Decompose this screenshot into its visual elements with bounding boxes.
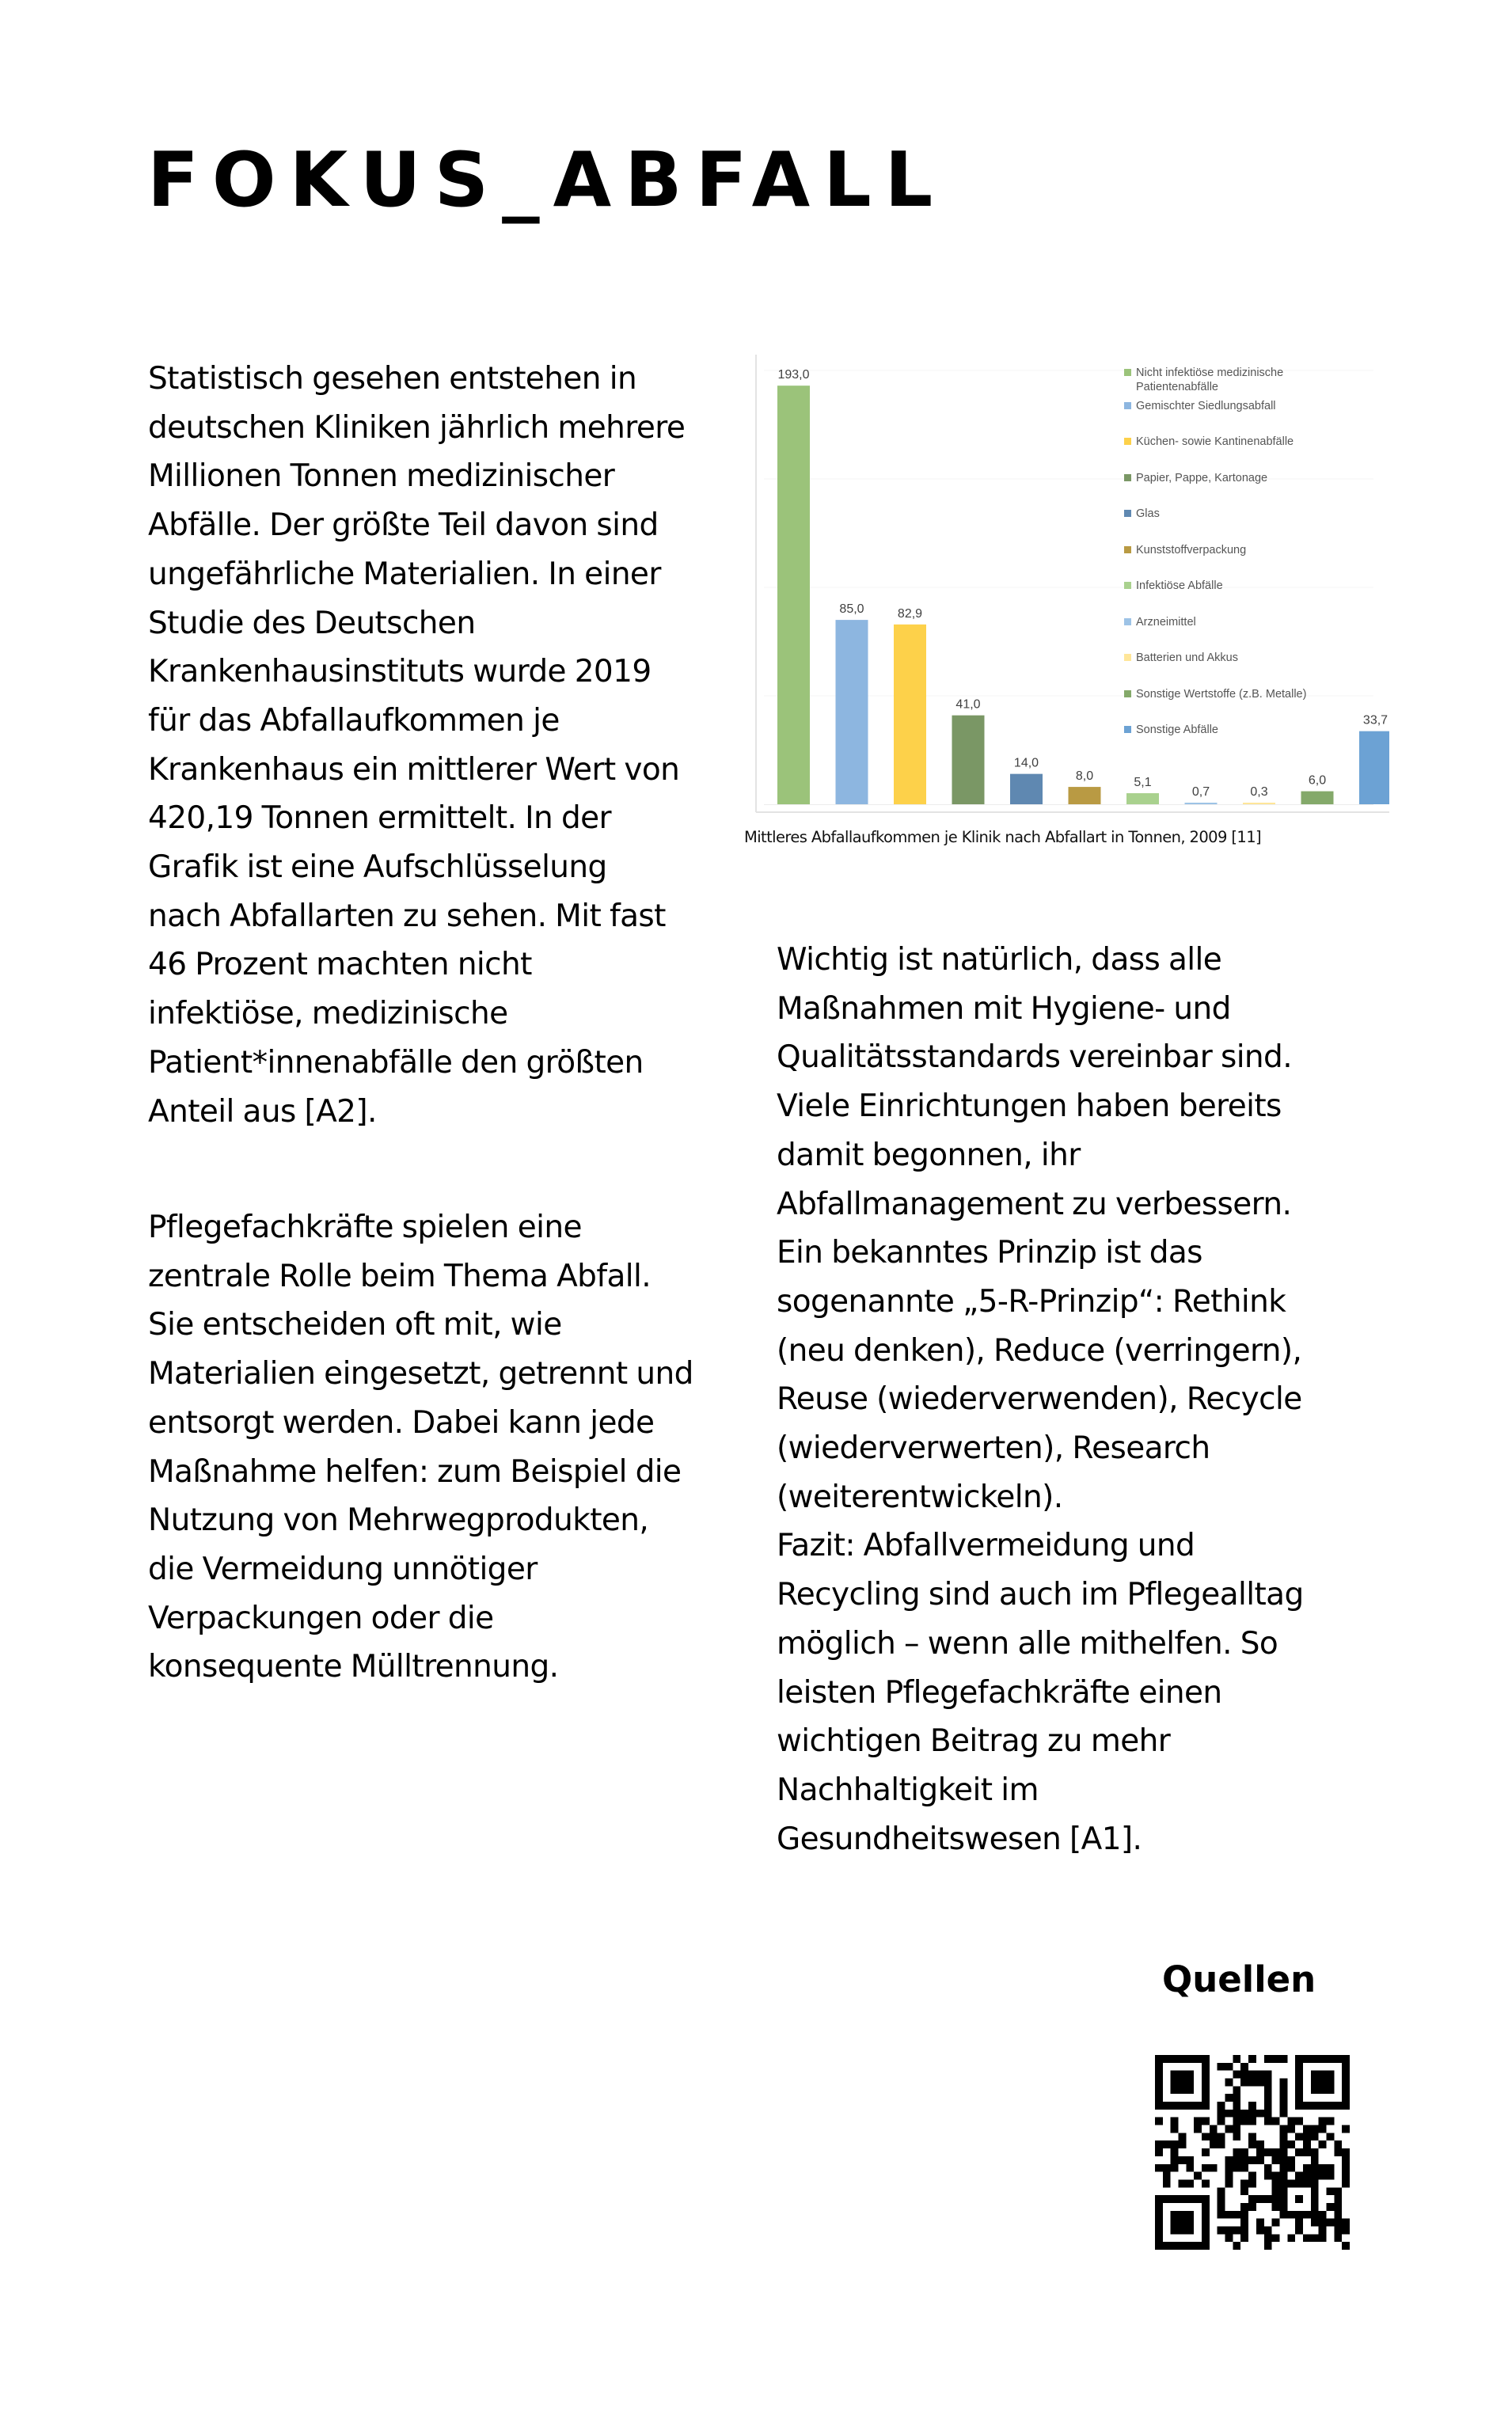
- qr-code-graphic: [1155, 2055, 1350, 2250]
- legend-swatch-icon: [1124, 726, 1131, 733]
- text-line: Recycling sind auch im Pflegealltag: [777, 1577, 1304, 1613]
- bar-value-label: 6,0: [1308, 773, 1327, 788]
- legend-label: Glas: [1136, 507, 1160, 520]
- legend-swatch-icon: [1124, 690, 1131, 697]
- text-line: leisten Pflegefachkräfte einen: [777, 1674, 1222, 1711]
- text-line: (weiterentwickeln).: [777, 1479, 1063, 1515]
- legend-item: [1124, 579, 1223, 593]
- bar-value-label: 33,7: [1362, 713, 1389, 727]
- bar-value-label: 82,9: [897, 606, 923, 621]
- waste-bar-chart: [740, 340, 1389, 815]
- text-line: Gesundheitswesen [A1].: [777, 1821, 1142, 1857]
- chart-bar: [777, 386, 810, 804]
- legend-label: Infektiöse Abfälle: [1136, 579, 1223, 592]
- text-line: Grafik ist eine Aufschlüsselung: [148, 849, 607, 886]
- bar-value-label: 5,1: [1134, 776, 1152, 790]
- text-line: Abfälle. Der größte Teil davon sind: [148, 507, 659, 544]
- text-line: Krankenhausinstituts wurde 2019: [148, 654, 652, 690]
- legend-label: Arzneimittel: [1136, 616, 1196, 629]
- text-line: Nachhaltigkeit im: [777, 1772, 1039, 1808]
- legend-item: [1124, 435, 1294, 449]
- text-line: Maßnahme helfen: zum Beispiel die: [148, 1453, 682, 1490]
- text-line: (neu denken), Reduce (verringern),: [777, 1332, 1302, 1369]
- text-line: Nutzung von Mehrwegprodukten,: [148, 1502, 649, 1539]
- text-line: Anteil aus [A2].: [148, 1093, 377, 1130]
- text-line: Krankenhaus ein mittlerer Wert von: [148, 751, 680, 788]
- nursing-role-paragraph: [148, 1203, 693, 1692]
- text-line: Pflegefachkräfte spielen eine: [148, 1210, 582, 1245]
- text-line: möglich – wenn alle mithelfen. So: [777, 1625, 1278, 1662]
- legend-item: [1124, 543, 1246, 557]
- legend-item: [1124, 615, 1196, 629]
- legend-label: Nicht infektiöse medizinische Patientenabfälle: [1136, 367, 1284, 393]
- bar-value-label: 41,0: [955, 697, 981, 712]
- legend-item: [1124, 723, 1218, 737]
- legend-label: Papier, Pappe, Kartonage: [1136, 472, 1268, 484]
- text-line: Studie des Deutschen: [148, 605, 476, 641]
- legend-item: [1124, 366, 1283, 394]
- text-line: sogenannte „5-R-Prinzip“: Rethink: [777, 1283, 1286, 1320]
- chart-bar: [1126, 793, 1159, 804]
- chart-bar: [952, 716, 985, 804]
- text-line: Statistisch gesehen entstehen in: [148, 361, 637, 397]
- bar-value-label: 8,0: [1075, 769, 1094, 784]
- chart-bar: [836, 620, 868, 804]
- text-line: Qualitätsstandards vereinbar sind.: [777, 1039, 1292, 1076]
- chart-bar: [1010, 774, 1043, 804]
- text-line: die Vermeidung unnötiger: [148, 1551, 538, 1587]
- figure-caption: Mittleres Abfallaufkommen je Klinik nach Abfallart in Tonnen, 2009 [11]: [744, 828, 1262, 846]
- text-line: Millionen Tonnen medizinischer: [148, 458, 615, 495]
- legend-swatch-icon: [1124, 438, 1131, 445]
- legend-label: Kunststoffverpackung: [1136, 544, 1247, 556]
- text-line: Wichtig ist natürlich, dass alle: [777, 942, 1222, 978]
- text-line: entsorgt werden. Dabei kann jede: [148, 1404, 655, 1441]
- chart-bar: [1185, 803, 1218, 804]
- text-line: Ein bekanntes Prinzip ist das: [777, 1235, 1202, 1271]
- text-line: wichtigen Beitrag zu mehr: [777, 1723, 1171, 1760]
- legend-label: Sonstige Wertstoffe (z.B. Metalle): [1136, 688, 1307, 701]
- qr-code-icon[interactable]: [1155, 2055, 1350, 2250]
- bar-chart-canvas: [740, 340, 1389, 815]
- legend-item: [1124, 399, 1276, 413]
- text-line: nach Abfallarten zu sehen. Mit fast: [148, 898, 666, 934]
- legend-label: Küchen- sowie Kantinenabfälle: [1136, 435, 1294, 448]
- text-line: ungefährliche Materialien. In einer: [148, 556, 661, 592]
- text-line: deutschen Kliniken jährlich mehrere: [148, 409, 686, 446]
- text-line: Reuse (wiederverwenden), Recycle: [777, 1381, 1302, 1418]
- legend-label: Sonstige Abfälle: [1136, 724, 1218, 736]
- chart-bar: [1069, 787, 1101, 804]
- text-line: Maßnahmen mit Hygiene- und: [777, 990, 1231, 1027]
- bar-value-label: 0,3: [1250, 785, 1268, 799]
- intro-paragraph: [148, 355, 685, 1136]
- legend-swatch-icon: [1124, 369, 1131, 376]
- text-line: 46 Prozent machten nicht: [148, 947, 532, 983]
- bar-value-label: 193,0: [777, 368, 810, 382]
- text-line: damit begonnen, ihr: [777, 1137, 1081, 1173]
- legend-swatch-icon: [1124, 654, 1131, 661]
- bar-value-label: 85,0: [839, 602, 864, 617]
- legend-item: [1124, 651, 1238, 665]
- chart-bar: [1243, 803, 1275, 804]
- legend-swatch-icon: [1124, 582, 1131, 589]
- legend-item: [1124, 507, 1160, 521]
- conclusion-paragraph: [777, 936, 1304, 1863]
- legend-item: [1124, 687, 1306, 701]
- legend-item: [1124, 471, 1267, 485]
- text-line: konsequente Mülltrennung.: [148, 1649, 559, 1685]
- text-line: Verpackungen oder die: [148, 1600, 494, 1636]
- text-line: zentrale Rolle beim Thema Abfall.: [148, 1258, 652, 1294]
- legend-label: Gemischter Siedlungsabfall: [1136, 400, 1276, 412]
- bar-value-label: 14,0: [1013, 756, 1039, 770]
- text-line: Patient*innenabfälle den größten: [148, 1044, 644, 1081]
- chart-bar: [894, 625, 926, 804]
- text-line: Viele Einrichtungen haben bereits: [777, 1088, 1282, 1125]
- legend-swatch-icon: [1124, 510, 1131, 517]
- text-line: Sie entscheiden oft mit, wie: [148, 1307, 562, 1343]
- chart-bar: [1301, 792, 1334, 804]
- text-line: für das Abfallaufkommen je: [148, 702, 560, 739]
- legend-swatch-icon: [1124, 402, 1131, 409]
- text-line: Materialien eingesetzt, getrennt und: [148, 1356, 693, 1392]
- sources-heading: Quellen: [1162, 1958, 1316, 2000]
- legend-label: Batterien und Akkus: [1136, 651, 1238, 664]
- page-title: FOKUS_ABFALL: [147, 137, 947, 224]
- legend-swatch-icon: [1124, 618, 1131, 625]
- text-line: Abfallmanagement zu verbessern.: [777, 1186, 1292, 1222]
- text-line: 420,19 Tonnen ermittelt. In der: [148, 800, 611, 837]
- text-line: Fazit: Abfallvermeidung und: [777, 1528, 1195, 1564]
- bar-value-label: 0,7: [1191, 785, 1210, 799]
- legend-swatch-icon: [1124, 474, 1131, 481]
- text-line: infektiöse, medizinische: [148, 996, 508, 1032]
- text-line: (wiederverwerten), Research: [777, 1430, 1210, 1467]
- legend-swatch-icon: [1124, 546, 1131, 553]
- chart-bar: [1359, 731, 1389, 804]
